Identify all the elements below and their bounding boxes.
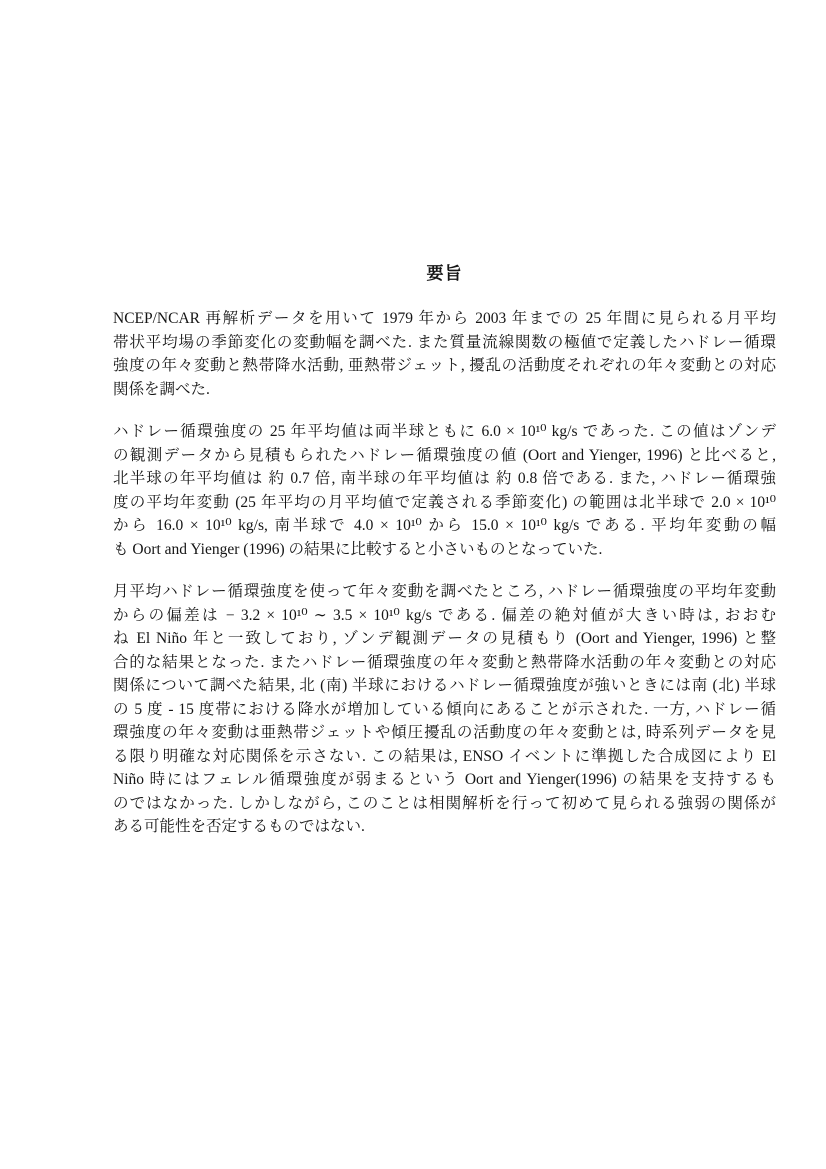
abstract-line: 月平均ハドレー循環強度を使って年々変動を調べたところ, ハドレー循環強度の平均年変動	[113, 583, 776, 600]
abstract-line: Niño 時にはフェレル循環強度が弱まるという Oort and Yienger(1996) の結果を支持するも	[113, 771, 776, 788]
abstract-line: ある可能性を否定するものではない.	[113, 818, 365, 835]
abstract-line: のではなかった. しかしながら, このことは相関解析を行って初めて見られる強弱の関係が	[113, 794, 776, 812]
abstract-line: 環強度の年々変動は亜熱帯ジェットや傾圧擾乱の活動度の年々変動とは, 時系列データを見	[113, 724, 776, 741]
paragraph-introduction	[113, 307, 776, 401]
abstract-line: から 16.0 × 10¹⁰ kg/s, 南半球で 4.0 × 10¹⁰ から 15.0 × 10¹⁰ kg/s である. 平均年変動の幅	[113, 517, 776, 534]
paragraph-mean-values	[113, 420, 776, 561]
abstract-title: 要旨	[426, 264, 463, 283]
abstract-line: NCEP/NCAR 再解析データを用いて 1979 年から 2003 年までの 25 年間に見られる月平均	[113, 310, 776, 327]
abstract-line: 度の平均年変動 (25 年平均の月平均値で定義される季節変化) の範囲は北半球で 2.0 × 10¹⁰	[113, 493, 776, 511]
abstract-line: 関係を調べた.	[113, 380, 210, 398]
abstract-line: も Oort and Yienger (1996) の結果に比較すると小さいものとなっていた.	[113, 540, 603, 558]
abstract-line: の観測データから見積もられたハドレー循環強度の値 (Oort and Yienger, 1996) と比べると,	[113, 446, 776, 464]
abstract-line: からの偏差は − 3.2 × 10¹⁰ ∼ 3.5 × 10¹⁰ kg/s である. 偏差の絶対値が大きい時は, おおむ	[113, 606, 776, 624]
abstract-line: 強度の年々変動と熱帯降水活動, 亜熱帯ジェット, 擾乱の活動度それぞれの年々変動との対応	[113, 357, 776, 374]
abstract-line: ハドレー循環強度の 25 年平均値は両半球ともに 6.0 × 10¹⁰ kg/s であった. この値はゾンデ	[113, 423, 776, 440]
abstract-line: 関係について調べた結果, 北 (南) 半球におけるハドレー循環強度が強いときには南 (北) 半球	[113, 677, 776, 694]
paragraph-interannual-variability	[113, 580, 776, 839]
abstract-line: 帯状平均場の季節変化の変動幅を調べた. また質量流線関数の極値で定義したハドレー循環	[113, 333, 776, 351]
abstract-line: 合的な結果となった. またハドレー循環強度の年々変動と熱帯降水活動の年々変動との対応	[113, 653, 776, 671]
abstract-line: る限り明確な対応関係を示さない. この結果は, ENSO イベントに準拠した合成図により El	[113, 747, 776, 765]
abstract-line: 北半球の年平均値は 約 0.7 倍, 南半球の年平均値は 約 0.8 倍である. また, ハドレー循環強	[113, 470, 776, 487]
abstract-block	[113, 263, 776, 839]
abstract-line: の 5 度 - 15 度帯における降水が増加している傾向にあることが示された. 一方, ハドレー循	[113, 700, 776, 718]
abstract-line: ね El Niño 年と一致しており, ゾンデ観測データの見積もり (Oort and Yienger, 1996) と整	[113, 630, 776, 647]
